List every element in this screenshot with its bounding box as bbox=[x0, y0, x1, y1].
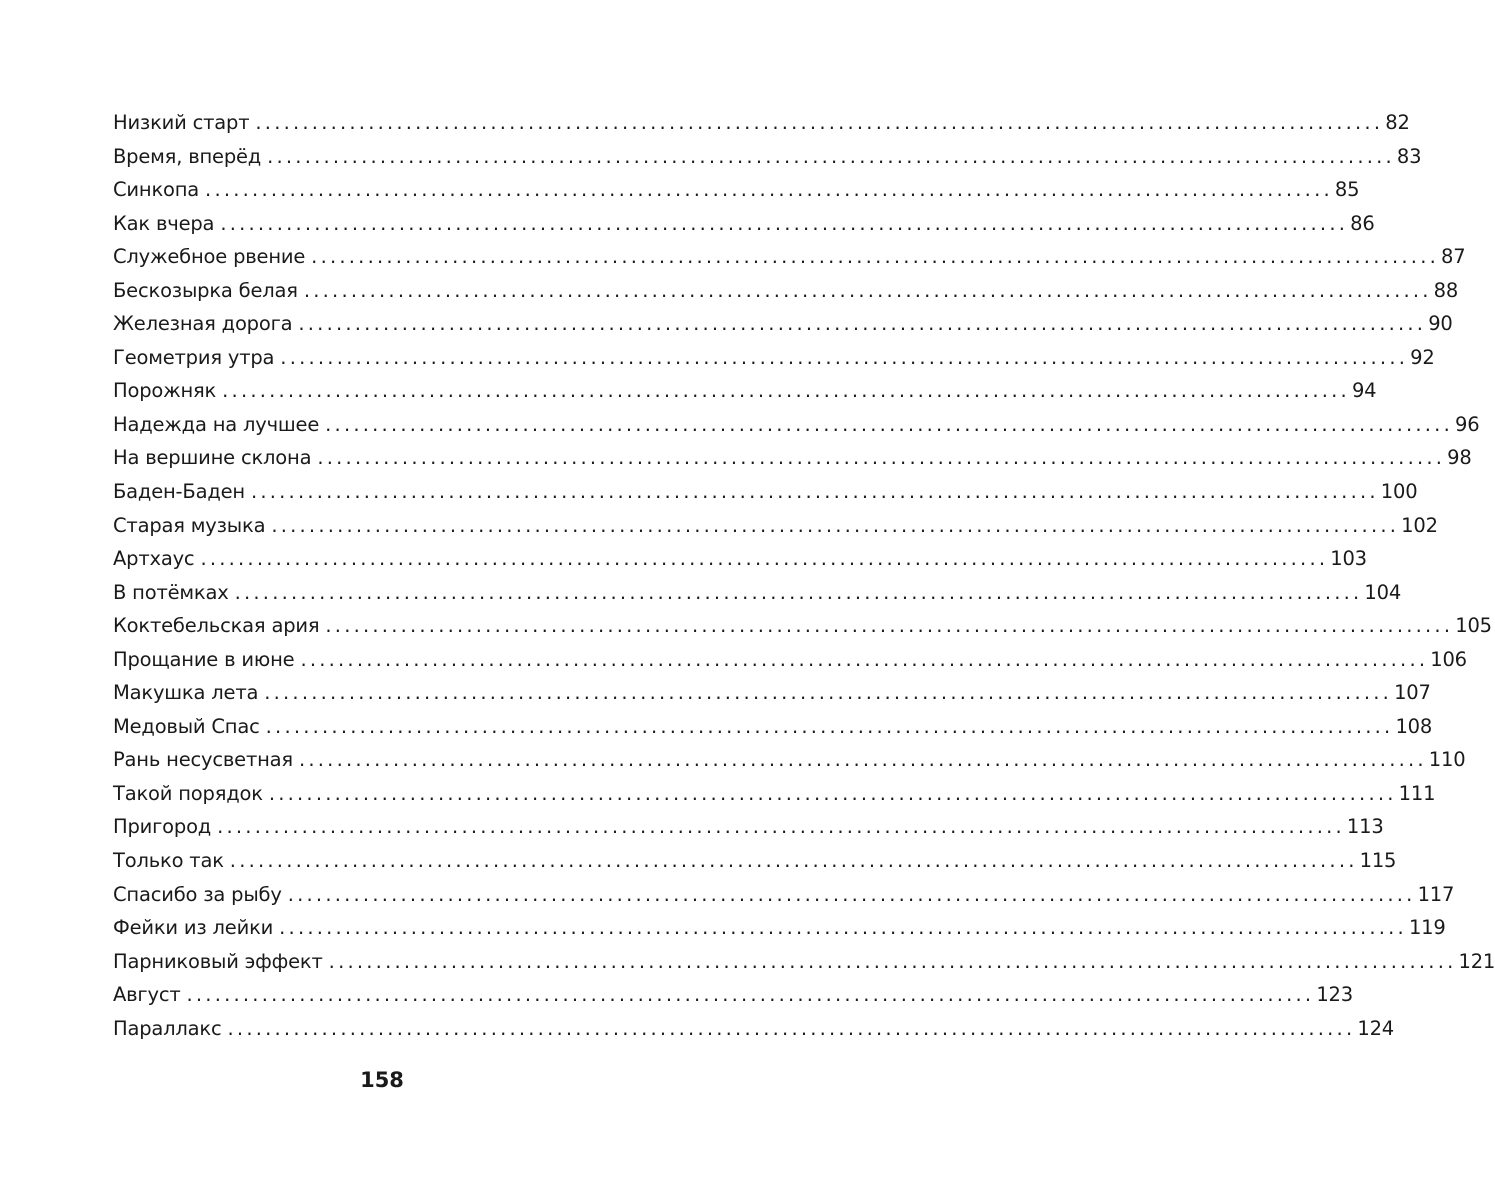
toc-entry-page: 88 bbox=[1433, 278, 1459, 302]
toc-entry-title: Бескозырка белая bbox=[113, 278, 298, 302]
toc-entry-page: 85 bbox=[1334, 178, 1360, 202]
toc-entry bbox=[113, 777, 1436, 811]
dot-leader: ........................................................................................................................ bbox=[217, 815, 1345, 839]
page-number: 158 bbox=[360, 1068, 404, 1092]
table-of-contents bbox=[113, 106, 1495, 1045]
toc-entry bbox=[113, 643, 1467, 677]
toc-entry-page: 83 bbox=[1396, 144, 1422, 168]
toc-entry bbox=[113, 374, 1377, 408]
toc-entry-page: 119 bbox=[1408, 916, 1446, 940]
dot-leader: ........................................................................................................................ bbox=[267, 144, 1395, 168]
dot-leader: ........................................................................................................................ bbox=[311, 245, 1439, 269]
toc-entry bbox=[113, 207, 1375, 241]
toc-entry-page: 121 bbox=[1458, 949, 1495, 973]
toc-entry bbox=[113, 274, 1459, 308]
toc-entry-title: Синкопа bbox=[113, 178, 200, 202]
toc-entry bbox=[113, 408, 1480, 442]
toc-entry bbox=[113, 945, 1495, 979]
toc-entry bbox=[113, 240, 1466, 274]
dot-leader: ........................................................................................................................ bbox=[186, 983, 1315, 1007]
toc-entry bbox=[113, 441, 1472, 475]
toc-entry bbox=[113, 810, 1384, 844]
toc-entry-title: Служебное рвение bbox=[113, 245, 306, 269]
dot-leader: ........................................................................................................................ bbox=[287, 882, 1416, 906]
dot-leader: ........................................................................................................................ bbox=[265, 714, 1394, 738]
toc-entry bbox=[113, 307, 1453, 341]
dot-leader: ........................................................................................................................ bbox=[298, 312, 1427, 336]
toc-entry-page: 96 bbox=[1454, 412, 1480, 436]
toc-entry bbox=[113, 978, 1353, 1012]
toc-entry-page: 105 bbox=[1455, 614, 1492, 638]
toc-entry bbox=[113, 173, 1360, 207]
toc-entry bbox=[113, 609, 1492, 643]
dot-leader: ........................................................................................................................ bbox=[279, 916, 1407, 940]
toc-entry-title: Время, вперёд bbox=[113, 144, 262, 168]
toc-entry-page: 110 bbox=[1428, 748, 1466, 772]
toc-entry-title: Фейки из лейки bbox=[113, 916, 274, 940]
toc-entry-title: Рань несусветная bbox=[113, 748, 293, 772]
toc-entry-title: Август bbox=[113, 983, 181, 1007]
toc-entry-page: 107 bbox=[1394, 681, 1431, 705]
dot-leader: ........................................................................................................................ bbox=[227, 1016, 1356, 1040]
toc-entry bbox=[113, 509, 1438, 543]
toc-entry-page: 117 bbox=[1417, 882, 1455, 906]
toc-entry-title: В потёмках bbox=[113, 580, 229, 604]
toc-entry bbox=[113, 911, 1446, 945]
dot-leader: ........................................................................................................................ bbox=[280, 345, 1409, 369]
dot-leader: ........................................................................................................................ bbox=[298, 748, 1427, 772]
toc-entry-title: Как вчера bbox=[113, 211, 215, 235]
toc-entry bbox=[113, 710, 1433, 744]
toc-entry-page: 124 bbox=[1357, 1016, 1394, 1040]
toc-entry-title: Парниковый эффект bbox=[113, 949, 323, 973]
dot-leader: ........................................................................................................................ bbox=[255, 111, 1384, 134]
toc-entry-title: Геометрия утра bbox=[113, 345, 275, 369]
toc-entry-page: 108 bbox=[1395, 714, 1433, 738]
dot-leader: ........................................................................................................................ bbox=[328, 949, 1457, 973]
toc-entry bbox=[113, 542, 1367, 576]
toc-entry-page: 104 bbox=[1364, 580, 1402, 604]
dot-leader: ........................................................................................................................ bbox=[222, 379, 1350, 403]
toc-entry bbox=[113, 676, 1431, 710]
toc-entry bbox=[113, 576, 1402, 610]
toc-entry-title: Только так bbox=[113, 849, 224, 873]
toc-entry-title: Макушка лета bbox=[113, 681, 259, 705]
toc-entry-title: Баден-Баден bbox=[113, 480, 245, 504]
toc-entry-page: 111 bbox=[1398, 781, 1436, 805]
toc-entry-title: Надежда на лучшее bbox=[113, 412, 320, 436]
dot-leader: ........................................................................................................................ bbox=[229, 849, 1358, 873]
dot-leader: ........................................................................................................................ bbox=[205, 178, 1333, 202]
toc-entry-title: Прощание в июне bbox=[113, 647, 295, 671]
toc-entry bbox=[113, 140, 1422, 174]
toc-entry-title: Железная дорога bbox=[113, 312, 293, 336]
toc-entry bbox=[113, 844, 1397, 878]
toc-entry bbox=[113, 743, 1466, 777]
toc-entry-page: 92 bbox=[1410, 345, 1435, 369]
toc-entry-title: Параллакс bbox=[113, 1016, 222, 1040]
dot-leader: ........................................................................................................................ bbox=[200, 547, 1329, 571]
dot-leader: ........................................................................................................................ bbox=[220, 211, 1349, 235]
dot-leader: ........................................................................................................................ bbox=[300, 647, 1429, 671]
dot-leader: ........................................................................................................................ bbox=[250, 480, 1379, 504]
toc-entry-title: Спасибо за рыбу bbox=[113, 882, 282, 906]
toc-entry bbox=[113, 475, 1418, 509]
toc-entry-page: 113 bbox=[1346, 815, 1384, 839]
toc-entry-page: 90 bbox=[1428, 312, 1453, 336]
dot-leader: ........................................................................................................................ bbox=[325, 614, 1454, 638]
toc-entry bbox=[113, 341, 1435, 375]
toc-entry-title: Коктебельская ария bbox=[113, 614, 320, 638]
toc-entry-page: 103 bbox=[1330, 547, 1367, 571]
toc-entry bbox=[113, 1012, 1394, 1046]
toc-entry-title: Пригород bbox=[113, 815, 212, 839]
toc-entry bbox=[113, 878, 1455, 912]
toc-entry-page: 123 bbox=[1316, 983, 1353, 1007]
toc-entry-title: Низкий старт bbox=[113, 111, 250, 134]
toc-entry-page: 87 bbox=[1441, 245, 1466, 269]
toc-entry bbox=[113, 106, 1410, 140]
toc-entry-page: 115 bbox=[1359, 849, 1397, 873]
dot-leader: ........................................................................................................................ bbox=[317, 446, 1446, 470]
toc-entry-page: 94 bbox=[1351, 379, 1377, 403]
dot-leader: ........................................................................................................................ bbox=[268, 781, 1397, 805]
toc-entry-page: 86 bbox=[1350, 211, 1375, 235]
dot-leader: ........................................................................................................................ bbox=[325, 412, 1453, 436]
toc-entry-page: 98 bbox=[1447, 446, 1472, 470]
toc-entry-title: Медовый Спас bbox=[113, 714, 260, 738]
toc-entry-title: Такой порядок bbox=[113, 781, 263, 805]
toc-entry-title: На вершине склона bbox=[113, 446, 312, 470]
toc-entry-page: 102 bbox=[1401, 513, 1438, 537]
toc-entry-page: 100 bbox=[1380, 480, 1418, 504]
toc-entry-title: Порожняк bbox=[113, 379, 217, 403]
dot-leader: ........................................................................................................................ bbox=[271, 513, 1400, 537]
dot-leader: ........................................................................................................................ bbox=[234, 580, 1363, 604]
toc-entry-title: Артхаус bbox=[113, 547, 195, 571]
toc-entry-page: 82 bbox=[1385, 111, 1410, 134]
toc-entry-title: Старая музыка bbox=[113, 513, 266, 537]
toc-entry-page: 106 bbox=[1430, 647, 1467, 671]
dot-leader: ........................................................................................................................ bbox=[264, 681, 1393, 705]
dot-leader: ........................................................................................................................ bbox=[303, 278, 1432, 302]
